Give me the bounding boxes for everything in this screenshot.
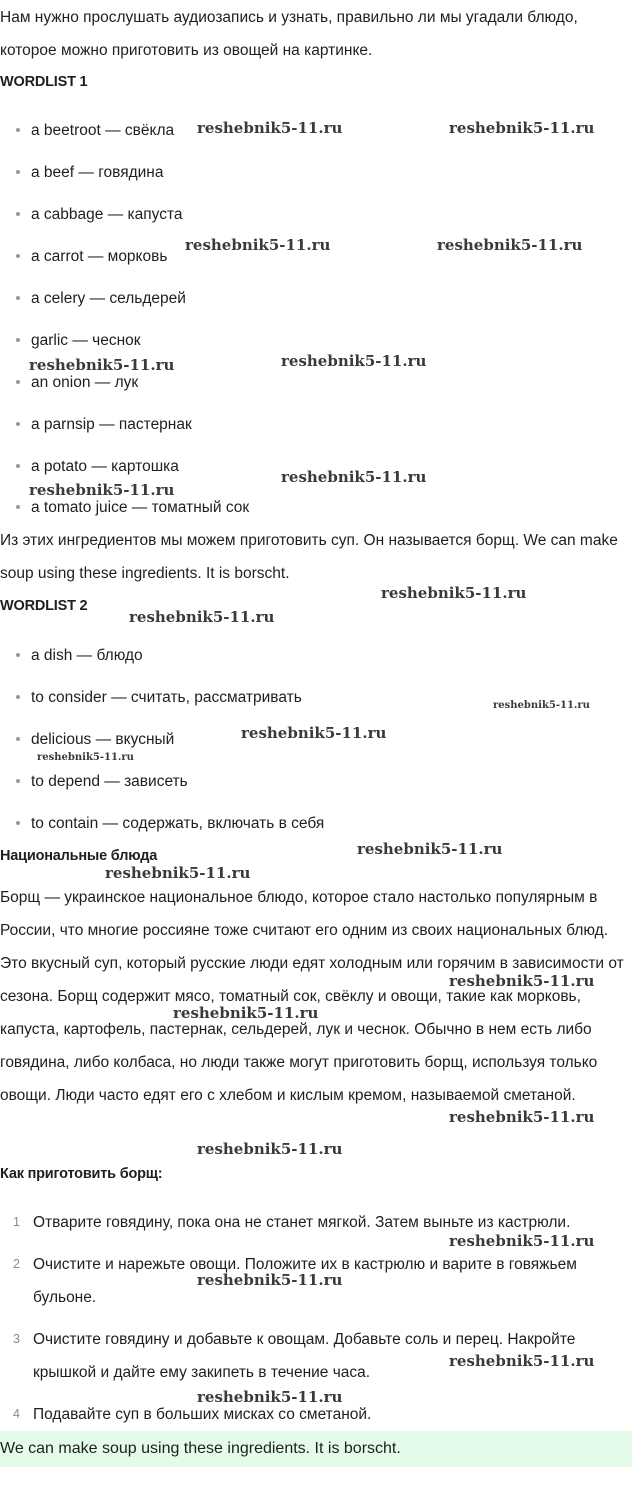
middle-paragraph: Из этих ингредиентов мы можем приготовить суп. Он называется борщ. We can make soup using these ingredients. It is borscht. xyxy=(0,532,618,582)
watermark: reshebnik5-11.ru xyxy=(29,481,175,499)
bullet-icon xyxy=(16,254,20,258)
watermark: reshebnik5-11.ru xyxy=(105,864,251,882)
step-number: 3 xyxy=(13,1332,20,1346)
watermark: reshebnik5-11.ru xyxy=(197,119,343,137)
watermark: reshebnik5-11.ru xyxy=(357,840,503,858)
step-number: 1 xyxy=(13,1215,20,1229)
step-text: Подавайте суп в больших мисках со сметаной. xyxy=(33,1406,372,1423)
watermark: reshebnik5-11.ru xyxy=(449,1352,595,1370)
wordlist-2-title: WORDLIST 2 xyxy=(0,598,88,614)
list-item: a parnsip — пастернак xyxy=(16,416,192,434)
watermark: reshebnik5-11.ru xyxy=(281,468,427,486)
step-number: 2 xyxy=(13,1257,20,1271)
list-item: a dish — блюдо xyxy=(16,647,143,665)
bullet-icon xyxy=(16,695,20,699)
watermark: reshebnik5-11.ru xyxy=(37,752,134,763)
bullet-icon xyxy=(16,212,20,216)
bullet-icon xyxy=(16,505,20,509)
watermark: reshebnik5-11.ru xyxy=(185,236,331,254)
watermark: reshebnik5-11.ru xyxy=(281,352,427,370)
bullet-icon xyxy=(16,653,20,657)
bullet-icon xyxy=(16,422,20,426)
list-item: a potato — картошка xyxy=(16,458,179,476)
watermark: reshebnik5-11.ru xyxy=(381,584,527,602)
watermark: reshebnik5-11.ru xyxy=(173,1004,319,1022)
bullet-icon xyxy=(16,737,20,741)
national-paragraph: Борщ — украинское национальное блюдо, которое стало настолько популярным в России, что многие россияне тоже считают его одним из своих национальных блюд. Это вкусный суп, который русские люди едят холодным или горячим в зависимости от сезона. Борщ содержит мясо, томатный сок, свёклу и овощи, такие как морковь, капуста, картофель, пастернак, сельдерей, лук и чеснок. Обычно в нем есть либо говядина, либо колбаса, но люди также могут приготовить борщ, используя только овощи. Люди часто едят его с хлебом и кислым кремом, называемой сметаной. xyxy=(0,889,624,1104)
bullet-icon xyxy=(16,128,20,132)
intro-paragraph: Нам нужно прослушать аудиозапись и узнать, правильно ли мы угадали блюдо, которое можно приготовить из овощей на картинке. xyxy=(0,9,578,59)
watermark: reshebnik5-11.ru xyxy=(449,1232,595,1250)
wordlist-1-title: WORDLIST 1 xyxy=(0,74,88,90)
list-item: a cabbage — капуста xyxy=(16,206,183,224)
list-item: to consider — считать, рассматривать xyxy=(16,689,302,707)
bullet-icon xyxy=(16,821,20,825)
watermark: reshebnik5-11.ru xyxy=(437,236,583,254)
recipe-title: Как приготовить борщ: xyxy=(0,1166,163,1182)
watermark: reshebnik5-11.ru xyxy=(493,700,590,711)
list-item: a carrot — морковь xyxy=(16,248,167,266)
step-text: Очистите и нарежьте овощи. Положите их в кастрюлю и варите в говяжьем бульоне. xyxy=(33,1256,577,1306)
bullet-icon xyxy=(16,464,20,468)
watermark: reshebnik5-11.ru xyxy=(197,1140,343,1158)
national-title: Национальные блюда xyxy=(0,848,158,864)
list-item: garlic — чеснок xyxy=(16,332,141,350)
list-item: a beetroot — свёкла xyxy=(16,122,174,140)
bullet-icon xyxy=(16,380,20,384)
watermark: reshebnik5-11.ru xyxy=(129,608,275,626)
answer-highlight: We can make soup using these ingredients. It is borscht. xyxy=(0,1431,632,1467)
list-item: a tomato juice — томатный сок xyxy=(16,499,249,517)
watermark: reshebnik5-11.ru xyxy=(197,1271,343,1289)
bullet-icon xyxy=(16,296,20,300)
bullet-icon xyxy=(16,779,20,783)
step-text: Очистите говядину и добавьте к овощам. Добавьте соль и перец. Накройте крышкой и дайте ему закипеть в течение часа. xyxy=(33,1331,576,1381)
watermark: reshebnik5-11.ru xyxy=(449,972,595,990)
step-text: Отварите говядину, пока она не станет мягкой. Затем выньте из кастрюли. xyxy=(33,1214,571,1231)
list-item: to depend — зависеть xyxy=(16,773,188,791)
list-item: delicious — вкусный xyxy=(16,731,174,749)
list-item: to contain — содержать, включать в себя xyxy=(16,815,324,833)
watermark: reshebnik5-11.ru xyxy=(449,1108,595,1126)
bullet-icon xyxy=(16,338,20,342)
list-item: a beef — говядина xyxy=(16,164,163,182)
watermark: reshebnik5-11.ru xyxy=(449,119,595,137)
watermark: reshebnik5-11.ru xyxy=(197,1388,343,1406)
list-item: a celery — сельдерей xyxy=(16,290,186,308)
watermark: reshebnik5-11.ru xyxy=(29,356,175,374)
bullet-icon xyxy=(16,170,20,174)
step-number: 4 xyxy=(13,1407,20,1421)
watermark: reshebnik5-11.ru xyxy=(241,724,387,742)
list-item: an onion — лук xyxy=(16,374,138,392)
